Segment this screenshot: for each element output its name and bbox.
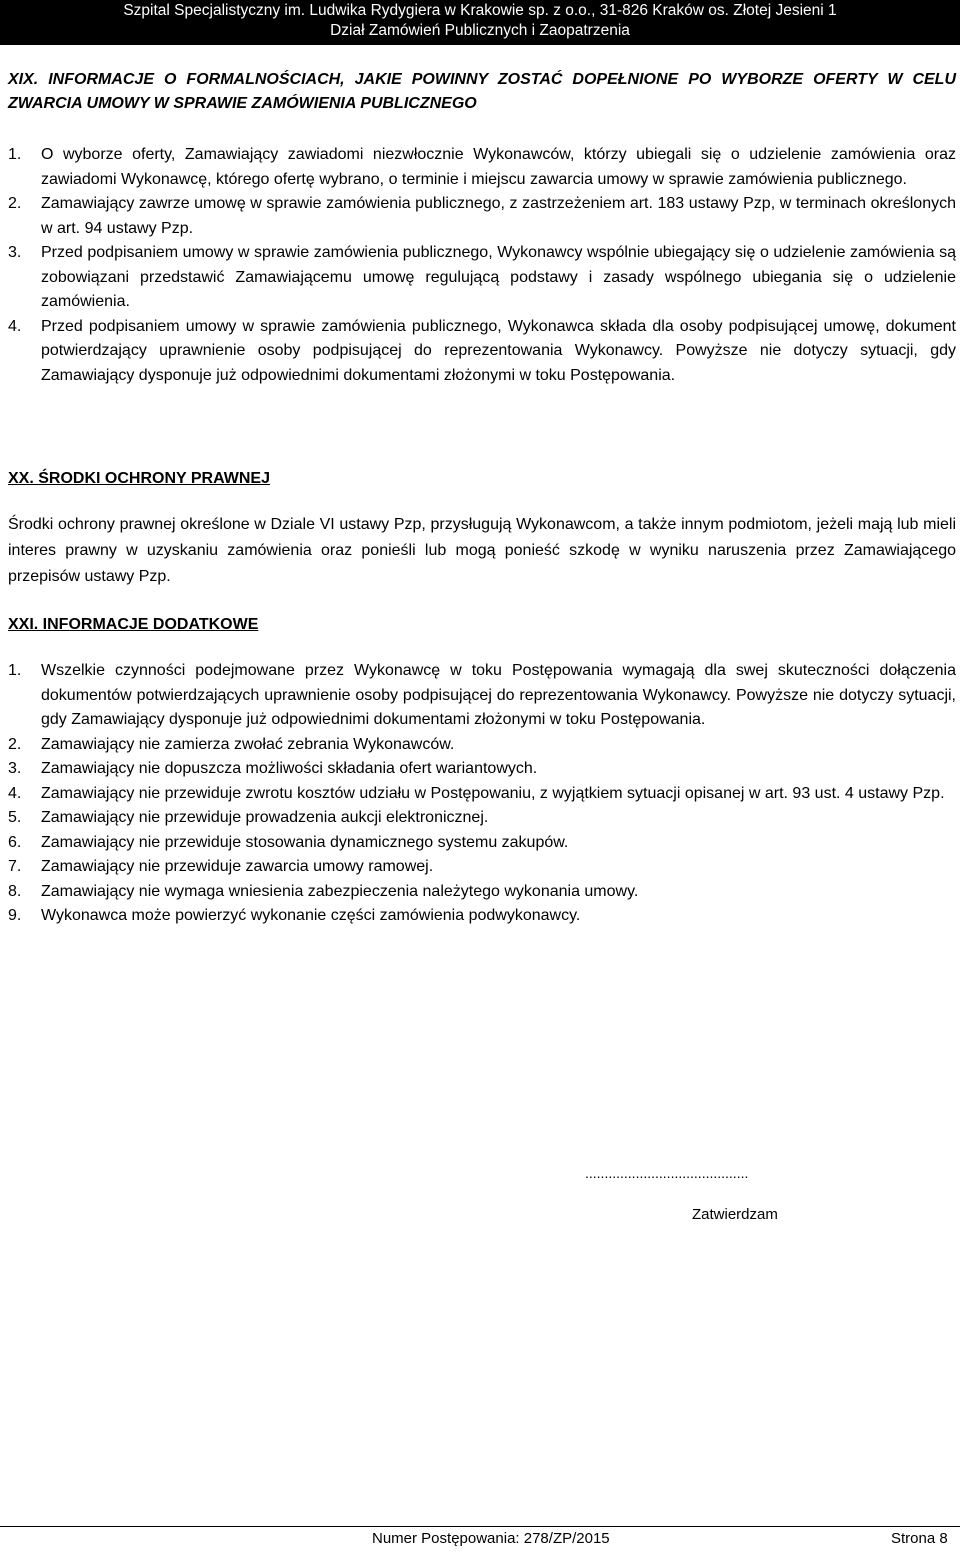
- list-item: [8, 904, 956, 929]
- list-item: [8, 806, 956, 831]
- item-text: Zamawiający nie dopuszcza możliwości składania ofert wariantowych.: [41, 760, 538, 777]
- footer-divider: [0, 1526, 960, 1527]
- list-item: [8, 831, 956, 856]
- item-number: 3.: [8, 760, 22, 777]
- footer-proceeding-number: Numer Postępowania: 278/ZP/2015: [372, 1530, 610, 1547]
- item-number: 1.: [8, 662, 22, 679]
- signature-label: Zatwierdzam: [692, 1206, 778, 1223]
- section-19-heading: XIX. INFORMACJE O FORMALNOŚCIACH, JAKIE POWINNY ZOSTAĆ DOPEŁNIONE PO WYBORZE OFERTY W CELU ZWARCIA UMOWY W SPRAWIE ZAMÓWIENIA PUBLICZNEGO: [8, 71, 956, 112]
- item-number: 6.: [8, 833, 22, 851]
- item-text: Zamawiający nie przewiduje stosowania dynamicznego systemu zakupów.: [41, 833, 569, 851]
- item-number: 5.: [8, 809, 22, 826]
- header-department: Dział Zamówień Publicznych i Zaopatrzenia: [330, 22, 630, 39]
- list-item: [8, 733, 956, 758]
- item-text: Zamawiający nie przewiduje zawarcia umowy ramowej.: [41, 858, 434, 875]
- item-number: 1.: [8, 146, 22, 163]
- item-text: Zamawiający nie wymaga wniesienia zabezpieczenia należytego wykonania umowy.: [41, 882, 639, 900]
- section-19-list: [8, 143, 956, 388]
- item-text: Zamawiający nie zamierza zwołać zebrania Wykonawców.: [41, 735, 455, 753]
- section-21-heading: XXI. INFORMACJE DODATKOWE: [8, 616, 259, 633]
- list-item: [8, 880, 956, 905]
- list-item: [8, 315, 956, 389]
- item-text: Zamawiający zawrze umowę w sprawie zamówienia publicznego, z zastrzeżeniem art. 183 ustawy Pzp, w terminach określonych w art. 94 ustawy Pzp.: [41, 195, 956, 237]
- item-number: 3.: [8, 244, 22, 261]
- list-item: [8, 241, 956, 315]
- item-number: 8.: [8, 882, 22, 900]
- item-text: Zamawiający nie przewiduje prowadzenia aukcji elektronicznej.: [41, 809, 489, 826]
- item-number: 2.: [8, 735, 22, 753]
- item-text: Przed podpisaniem umowy w sprawie zamówienia publicznego, Wykonawca składa dla osoby podpisującej umowę, dokument potwierdzający uprawnienie osoby podpisującej do reprezentowania Wykonawcy. Powyższe nie dotyczy sytuacji, gdy Zamawiający dysponuje już odpowiednimi dokumentami złożonymi w toku Postępowania.: [41, 317, 956, 384]
- header-institution: Szpital Specjalistyczny im. Ludwika Rydygiera w Krakowie sp. z o.o., 31-826 Kraków os. Złotej Jesieni 1: [123, 2, 837, 19]
- footer-page-number: Strona 8: [891, 1530, 948, 1547]
- item-number: 2.: [8, 195, 22, 212]
- item-text: Wszelkie czynności podejmowane przez Wykonawcę w toku Postępowania wymagają dla swej skuteczności dołączenia dokumentów potwierdzających uprawnienie osoby podpisującej do reprezentowania Wykonawcy. Powyższe nie dotyczy sytuacji, gdy Zamawiający dysponuje już odpowiednimi dokumentami złożonymi w toku Postępowania.: [41, 662, 956, 728]
- item-text: O wyborze oferty, Zamawiający zawiadomi niezwłocznie Wykonawców, którzy ubiegali się o udzielenie zamówienia oraz zawiadomi Wykonawcę, którego ofertę wybrano, o terminie i miejscu zawarcia umowy w sprawie zamówienia publicznego.: [41, 146, 956, 188]
- list-item: [8, 659, 956, 733]
- section-20-text: Środki ochrony prawnej określone w Dziale VI ustawy Pzp, przysługują Wykonawcom, a także innym podmiotom, jeżeli mają lub mieli interes prawny w uzyskaniu zamówienia oraz ponieśli lub mogą ponieść szkodę w wyniku naruszenia przez Zamawiającego przepisów ustawy Pzp.: [8, 516, 956, 585]
- list-item: [8, 143, 956, 192]
- item-text: Przed podpisaniem umowy w sprawie zamówienia publicznego, Wykonawcy wspólnie ubiegający się o udzielenie zamówienia są zobowiązani przedstawić Zamawiającemu umowę regulującą podstawy i zasady wspólnego ubiegania się o udzielenie zamówienia.: [41, 244, 956, 310]
- section-21-list: [8, 659, 956, 929]
- item-number: 4.: [8, 317, 22, 335]
- item-text: Zamawiający nie przewiduje zwrotu kosztów udziału w Postępowaniu, z wyjątkiem sytuacji opisanej w art. 93 ust. 4 ustawy Pzp.: [41, 784, 945, 802]
- list-item: [8, 192, 956, 241]
- item-number: 9.: [8, 907, 22, 924]
- item-number: 4.: [8, 784, 22, 802]
- list-item: [8, 757, 956, 782]
- item-number: 7.: [8, 858, 22, 875]
- page-header: [0, 0, 960, 45]
- list-item: [8, 855, 956, 880]
- section-20-heading: XX. ŚRODKI OCHRONY PRAWNEJ: [8, 470, 270, 487]
- item-text: Wykonawca może powierzyć wykonanie części zamówienia podwykonawcy.: [41, 907, 581, 924]
- signature-line: ..........................................: [585, 1165, 749, 1181]
- list-item: [8, 782, 956, 807]
